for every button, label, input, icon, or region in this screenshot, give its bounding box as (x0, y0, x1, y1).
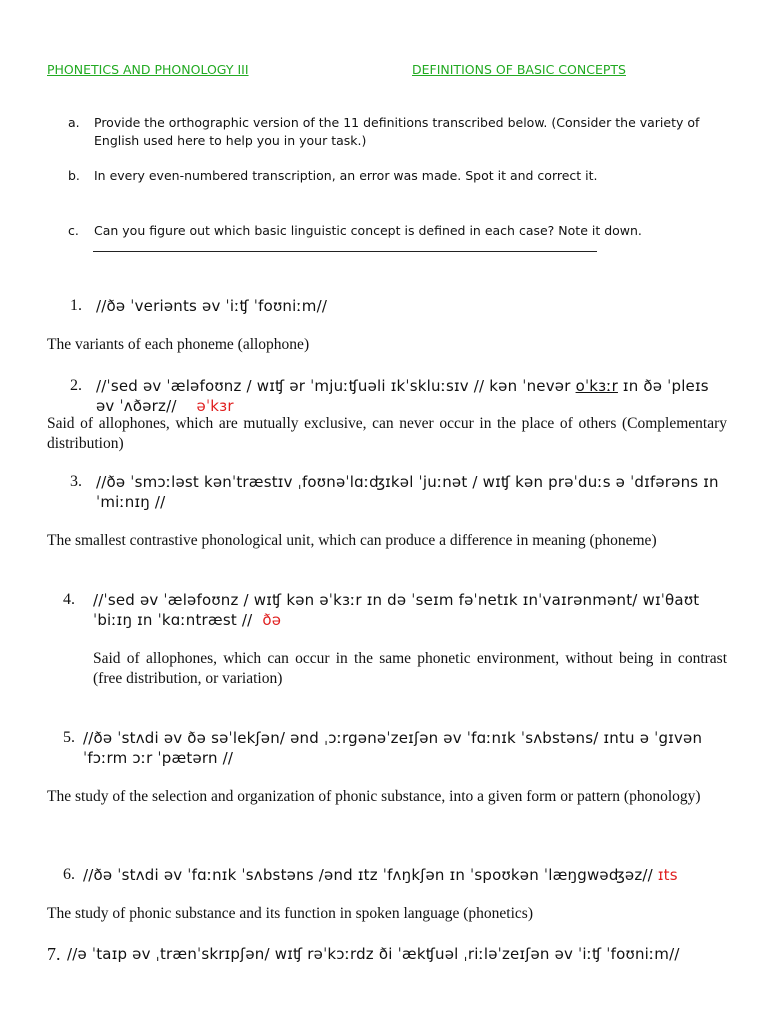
transcription-text: //ˈsed əv ˈæləfoʊnz / wɪʧ ər ˈmjuːʧuəli ɪkˈskluːsɪv // kən ˈnevər oˈkɜːr ɪn ðə ˈpleɪs əv ˈʌðərz// əˈkɜr (96, 377, 709, 415)
instruction-text: In every even-numbered transcription, an error was made. Spot it and correct it. (94, 168, 598, 183)
item-number: 2. (70, 377, 82, 394)
correction-note: ðə (262, 611, 282, 629)
transcription-text: //ðə ˈsmɔːləst kənˈtræstɪv ˌfoʊnəˈlɑːʤɪkəl ˈjuːnət / wɪʧ kən prəˈduːs ə ˈdɪfərəns ɪn ˈmiːnɪŋ // (96, 473, 719, 511)
correction-note: əˈkɜr (196, 397, 234, 415)
header-section-title: DEFINITIONS OF BASIC CONCEPTS (412, 62, 626, 77)
transcription-2 (70, 376, 730, 416)
instruction-b (68, 167, 728, 185)
instruction-label: a. (68, 115, 80, 130)
item-number: 6. (63, 866, 75, 883)
transcription-4 (63, 590, 730, 630)
item-number: 4. (63, 591, 75, 608)
instruction-label: b. (68, 168, 80, 183)
definition-4: Said of allophones, which can occur in the same phonetic environment, without being in contrast (free distribution, or variation) (93, 650, 727, 687)
transcription-text: //ə ˈtaɪp əv ˌtrænˈskrɪpʃən/ wɪʧ rəˈkɔːrdz ði ˈækʧuəl ˌriːləˈzeɪʃən əv ˈiːʧ ˈfoʊniːm// (67, 945, 680, 963)
transcription-3 (70, 472, 730, 512)
item-number: 5. (63, 729, 75, 746)
item-number: 3. (70, 473, 82, 490)
header-course-title: PHONETICS AND PHONOLOGY III (47, 62, 249, 77)
correction-note: ɪts (657, 866, 678, 884)
transcription-6 (63, 865, 730, 885)
transcription-7 (47, 944, 730, 964)
transcription-text: //ˈsed əv ˈæləfoʊnz / wɪʧ kən əˈkɜːr ɪn də ˈseɪm fəˈnetɪk ɪnˈvaɪrənmənt/ wɪˈθaʊt ˈbiːɪŋ ɪn ˈkɑːntræst // ðə (93, 591, 700, 629)
instruction-text: Provide the orthographic version of the 11 definitions transcribed below. (Consider the variety of English used here to help you in your task.) (94, 115, 700, 148)
error-underlined: oˈkɜːr (575, 377, 618, 395)
definition-3: The smallest contrastive phonological unit, which can produce a difference in meaning (phoneme) (47, 532, 657, 549)
definition-5: The study of the selection and organization of phonic substance, into a given form or pattern (phonology) (47, 788, 701, 805)
definition-2: Said of allophones, which are mutually exclusive, can never occur in the place of others (Complementary distribution) (47, 415, 727, 452)
definition-1: The variants of each phoneme (allophone) (47, 336, 310, 353)
answer-line (93, 251, 597, 252)
instruction-a (68, 114, 728, 150)
instruction-c (68, 222, 728, 240)
transcription-1 (70, 296, 730, 316)
instruction-label: c. (68, 223, 79, 238)
definition-6: The study of phonic substance and its function in spoken language (phonetics) (47, 905, 533, 922)
transcription-text: //ðə ˈstʌdi əv ðə səˈlekʃən/ ənd ˌɔːrgənəˈzeɪʃən əv ˈfɑːnɪk ˈsʌbstəns/ ɪntu ə ˈgɪvən ˈfɔːrm ɔːr ˈpætərn // (83, 729, 703, 767)
transcription-5 (63, 728, 730, 768)
transcription-text: //ðə ˈveriənts əv ˈiːʧ ˈfoʊniːm// (96, 297, 328, 315)
transcription-text: //ðə ˈstʌdi əv ˈfɑːnɪk ˈsʌbstəns /ənd ɪtz ˈfʌŋkʃən ɪn ˈspoʊkən ˈlæŋgwəʤəz// ɪts (83, 866, 678, 884)
item-number: 7. (47, 944, 61, 964)
instruction-text: Can you figure out which basic linguistic concept is defined in each case? Note it down. (94, 223, 642, 238)
item-number: 1. (70, 297, 82, 314)
